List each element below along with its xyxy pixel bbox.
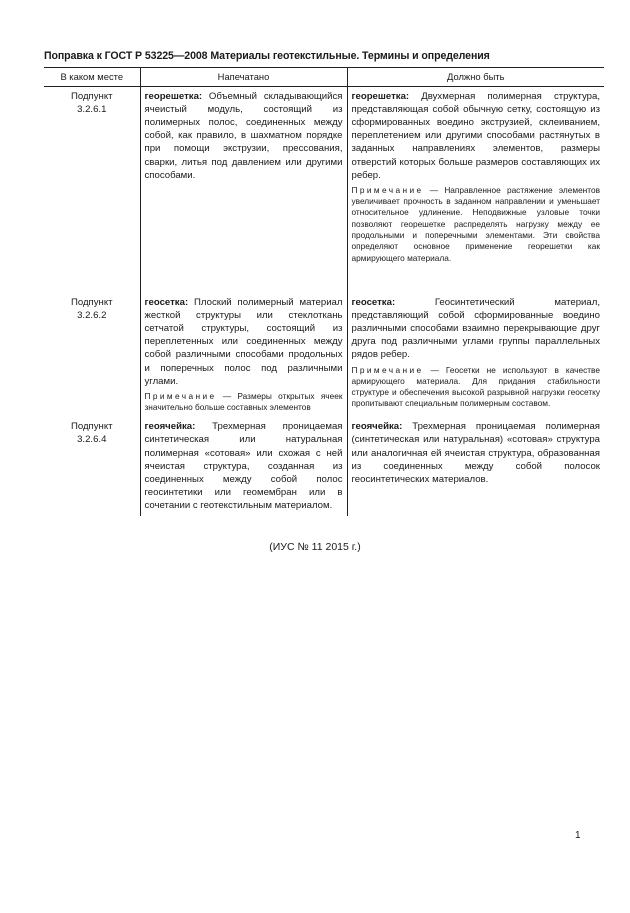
note [352, 185, 601, 264]
term: георешетка: [351, 91, 410, 103]
definition-text: Объемный складывающийся ячеистый модуль, состоящий из полимерных полос, соединенных между собой, как правило, в шахматном порядке при помощи экструзии, прессования, сварки, литья под давлением или другими способами. [144, 91, 343, 181]
place-number: 3.2.6.2 [77, 310, 107, 322]
row-printed [140, 87, 347, 294]
place-label: Подпункт [70, 91, 113, 103]
row-place [44, 417, 140, 516]
page-title: Поправка к ГОСТ Р 53225—2008 Материалы геотекстильные. Термины и определения [44, 50, 490, 62]
correct-definition [352, 296, 601, 361]
row-place [44, 293, 140, 417]
header-should-be: Должно быть [347, 68, 604, 87]
note-text: — Размеры открытых ячеек значительно больше составных элементов [144, 390, 343, 413]
definition-text: Двухмерная полимерная структура, представляющая собой обычную сетку, состоящую из сформированных воедино экструзией, склеиванием, переплетением или другими способами растянутых в заданных направлениях элементов, размеры отверстий которых больше размеров составляющих их ребер. [351, 91, 600, 181]
term: геосетка: [351, 297, 396, 309]
row-correct [347, 293, 604, 417]
amendment-table [44, 67, 604, 516]
place-label: Подпункт [70, 297, 113, 309]
correct-definition [352, 420, 601, 485]
term: геоячейка: [144, 421, 196, 433]
note-text: — Направленное растяжение элементов увеличивает прочность в заданном направлении и уменьшает относительное удлинение. Неподвижные узловые точки позволяют георешетке распределять нагрузку между ее продольными и поперечными элементами. Эти свойства определяют основное применение георешетки как армирующего материала. [351, 184, 600, 263]
note-label: Примечание [351, 364, 424, 375]
term: геосетка: [144, 297, 189, 309]
note [145, 391, 343, 414]
table-row [44, 417, 604, 516]
table-row [44, 87, 604, 294]
term: георешетка: [144, 91, 203, 103]
page-number: 1 [575, 830, 581, 841]
note-text: — Геосетки не используют в качестве армирующего материала. Для придания стабильности структуре и обеспечения высокой разрывной нагрузки геосетку пропитывают специальным полимерным составом. [351, 364, 600, 409]
row-correct [347, 87, 604, 294]
source-reference: (ИУС № 11 2015 г.) [269, 541, 361, 553]
printed-definition [145, 296, 343, 388]
place-label: Подпункт [70, 421, 113, 433]
row-correct [347, 417, 604, 516]
place-number: 3.2.6.4 [77, 434, 107, 446]
note [352, 365, 601, 410]
row-printed [140, 417, 347, 516]
row-place [44, 87, 140, 294]
header-printed: Напечатано [140, 68, 347, 87]
table-row [44, 293, 604, 417]
term: геоячейка: [351, 421, 403, 433]
place-number: 3.2.6.1 [77, 104, 107, 116]
row-printed [140, 293, 347, 417]
definition-text: Плоский полимерный материал жесткой структуры или стеклоткань сетчатой структуры, состоящий из переплетенных или соединенных между собой различными способами продольных и поперечных полос под различными углами. [144, 297, 343, 387]
definition-text: Геосинтетический материал, представляющий собой сформированные воедино различными способами взаимно перекрывающие друг друга под различными углами группы параллельных рядов ребер. [351, 297, 600, 361]
note-label: Примечание [351, 184, 424, 195]
correct-definition [352, 90, 601, 182]
printed-definition [145, 420, 343, 512]
header-place: В каком месте [44, 68, 140, 87]
definition-text: Трехмерная проницаемая синтетическая или натуральная полимерная «сотовая» или схожая с ней ячеистая структура, созданная из соединенных между собой полос геосинтетики или геомембран или в сочетании с геотекстильным материалом. [144, 421, 343, 511]
table-header-row [44, 68, 604, 87]
note-label: Примечание [144, 390, 217, 401]
definition-text: Трехмерная проницаемая полимерная (синтетическая или натуральная) «сотовая» структура или аналогичная ей ячеистая структура, образованная из соединенных между собой полосок геосинтетических материалов. [351, 421, 600, 485]
printed-definition [145, 90, 343, 182]
